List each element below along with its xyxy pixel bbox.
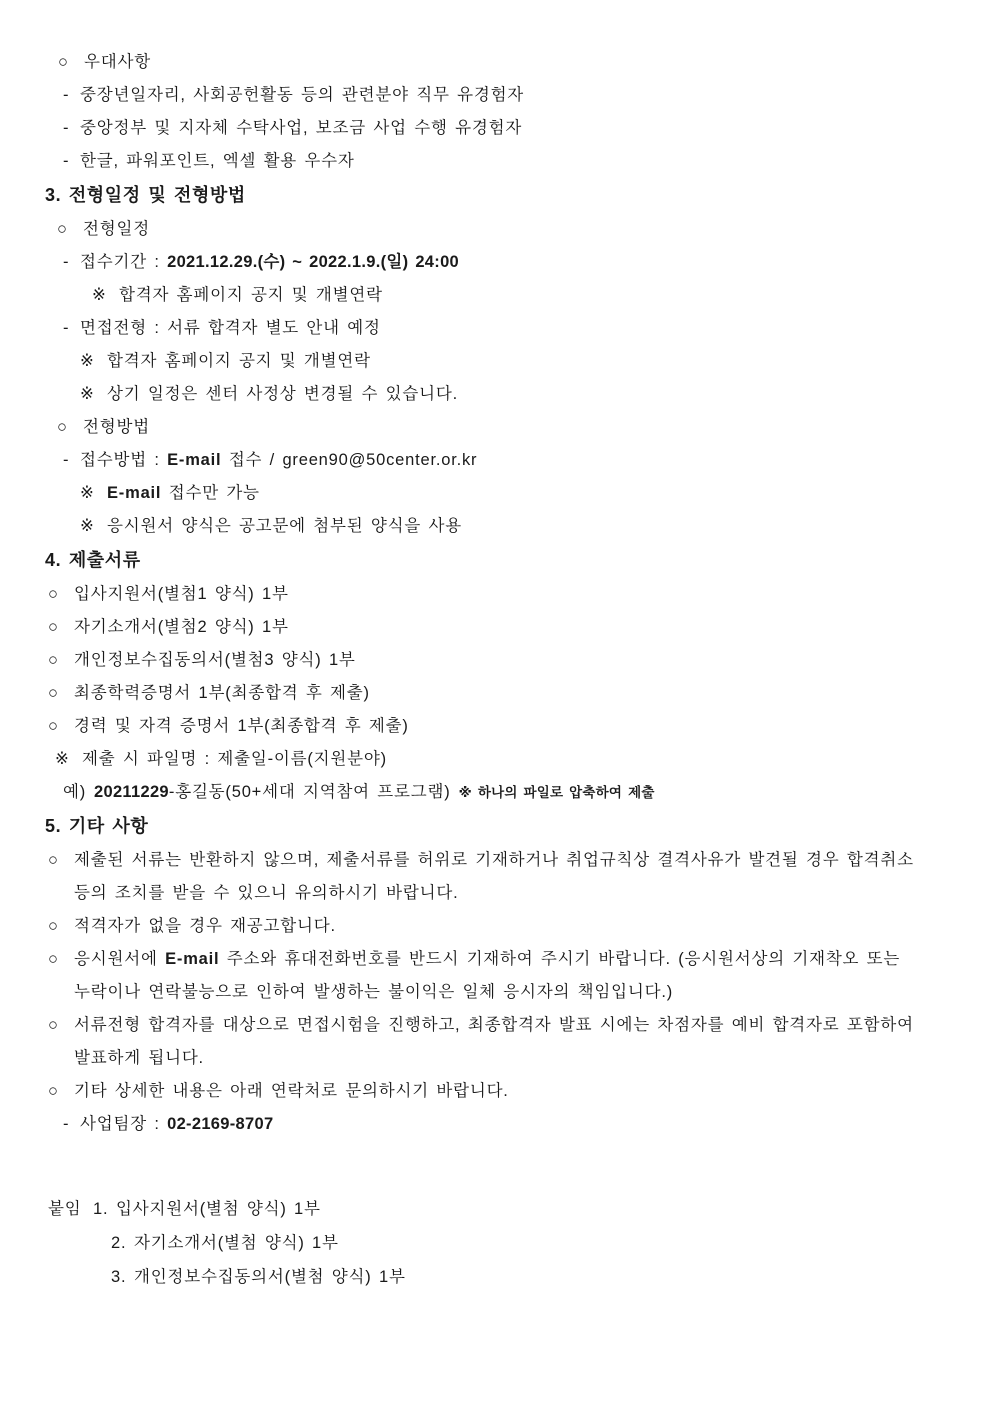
period-label: 접수기간 : [80, 253, 168, 271]
item-text: 입사지원서(별첨1 양식) 1부 [74, 585, 289, 603]
reference-mark: ※ [80, 517, 95, 535]
attachments-label: 붙임 [48, 1200, 82, 1218]
document-item [45, 578, 918, 611]
note-text: 상기 일정은 센터 사정상 변경될 수 있습니다. [107, 385, 458, 403]
sub-title: 전형방법 [83, 418, 150, 436]
section-heading-others: 5. 기타 사항 [45, 816, 149, 836]
email-word: E-mail [107, 484, 162, 502]
other-item [45, 943, 918, 1009]
apply-method-line [45, 444, 918, 477]
circle-bullet: ○ [48, 651, 59, 669]
list-item [45, 79, 918, 112]
filename-example [45, 776, 918, 809]
section-heading-schedule: 3. 전형일정 및 전형방법 [45, 185, 246, 205]
contact-label: 사업팀장 : [80, 1115, 168, 1133]
circle-bullet: ○ [57, 220, 68, 238]
attachment-text: 개인정보수집동의서(별첨 양식) 1부 [134, 1268, 406, 1286]
phone-number: 02-2169-8707 [167, 1115, 274, 1133]
item-text: 최종학력증명서 1부(최종합격 후 제출) [74, 684, 370, 702]
other-item [45, 910, 918, 943]
preferred-title: 우대사항 [84, 53, 151, 71]
note-line [45, 510, 918, 543]
interview-line [45, 312, 918, 345]
section-schedule [45, 178, 918, 543]
circle-bullet: ○ [48, 851, 59, 869]
list-item [45, 145, 918, 178]
attachment-text: 자기소개서(별첨 양식) 1부 [134, 1234, 339, 1252]
example-text [94, 776, 918, 809]
section-documents [45, 543, 918, 809]
contact-line [45, 1108, 918, 1141]
circle-bullet: ○ [48, 618, 59, 636]
item-text: 자기소개서(별첨2 양식) 1부 [74, 618, 289, 636]
note-text: 응시원서 양식은 공고문에 첨부된 양식을 사용 [107, 517, 462, 535]
note-text [107, 477, 918, 510]
attachment-number: 3. [111, 1268, 127, 1286]
example-date: 20211229 [94, 783, 169, 801]
section-others [45, 809, 918, 1141]
note-line [45, 345, 918, 378]
note-text: 제출 시 파일명 : 제출일-이름(지원분야) [82, 750, 387, 768]
note-line [45, 378, 918, 411]
interview-text: 면접전형 : 서류 합격자 별도 안내 예정 [80, 319, 381, 337]
dash-bullet: - [63, 152, 70, 170]
dash-bullet: - [63, 451, 70, 469]
contact-text [80, 1108, 918, 1141]
dash-bullet: - [63, 319, 70, 337]
apply-rest: 접수 / [221, 451, 283, 469]
dash-bullet: - [63, 86, 70, 104]
attachment-text: 입사지원서(별첨 양식) 1부 [116, 1200, 321, 1218]
reference-mark: ※ [92, 286, 107, 304]
example-label: 예) [63, 783, 87, 801]
attachment-number: 1. [93, 1200, 109, 1218]
item-text: 서류전형 합격자를 대상으로 면접시험을 진행하고, 최종합격자 발표 시에는 차점자를 예비 합격자로 포함하여 발표하게 됩니다. [74, 1016, 914, 1067]
reference-mark: ※ [80, 385, 95, 403]
sub-header-method [45, 411, 918, 444]
period-text [80, 246, 918, 279]
note-rest: 접수만 가능 [161, 484, 260, 502]
sub-title: 전형일정 [83, 220, 150, 238]
dash-bullet: - [63, 119, 70, 137]
item-text: 중앙정부 및 지자체 수탁사업, 보조금 사업 수행 유경험자 [80, 119, 523, 137]
compress-note: ※ 하나의 파일로 압축하여 제출 [458, 785, 655, 800]
circle-bullet: ○ [48, 717, 59, 735]
circle-bullet: ○ [48, 684, 59, 702]
item-text: 기타 상세한 내용은 아래 연락처로 문의하시기 바랍니다. [74, 1082, 509, 1100]
dash-bullet: - [63, 1115, 70, 1133]
section-heading-documents: 4. 제출서류 [45, 550, 141, 570]
apply-label: 접수방법 : [80, 451, 168, 469]
document-item [45, 611, 918, 644]
period-dates: 2021.12.29.(수) ~ 2022.1.9.(일) 24:00 [167, 253, 460, 271]
circle-bullet: ○ [58, 53, 69, 71]
reference-mark: ※ [55, 750, 70, 768]
reference-mark: ※ [80, 484, 95, 502]
email-word: E-mail [167, 451, 222, 469]
document-item [45, 677, 918, 710]
item-post: 주소와 휴대전화번호를 반드시 기재하여 주시기 바랍니다. (응시원서상의 기재착오 또는 누락이나 연락불능으로 인하여 발생하는 불이익은 일체 응시자의 책임입니다.) [74, 950, 901, 1001]
dash-bullet: - [63, 253, 70, 271]
circle-bullet: ○ [48, 917, 59, 935]
note-text: 합격자 홈페이지 공지 및 개별연락 [107, 352, 371, 370]
attachment-number: 2. [111, 1234, 127, 1252]
circle-bullet: ○ [48, 950, 59, 968]
list-item [45, 112, 918, 145]
note-line [45, 477, 918, 510]
preferred-header [45, 46, 918, 79]
note-line [45, 279, 918, 312]
section-preferred [45, 46, 918, 178]
email-address: green90@50center.or.kr [282, 451, 478, 469]
other-item [45, 1075, 918, 1108]
circle-bullet: ○ [48, 585, 59, 603]
attachment-item [45, 1260, 918, 1294]
document-item [45, 644, 918, 677]
circle-bullet: ○ [48, 1016, 59, 1034]
item-pre: 응시원서에 [74, 950, 166, 968]
reference-mark: ※ [80, 352, 95, 370]
note-text: 합격자 홈페이지 공지 및 개별연락 [119, 286, 383, 304]
attachment-item [45, 1226, 918, 1260]
application-period [45, 246, 918, 279]
other-item [45, 844, 918, 910]
circle-bullet: ○ [48, 1082, 59, 1100]
other-item [45, 1009, 918, 1075]
attachment-item [45, 1192, 918, 1226]
apply-method-text [80, 444, 918, 477]
filename-note [45, 743, 918, 776]
item-text: 경력 및 자격 증명서 1부(최종합격 후 제출) [74, 717, 409, 735]
email-word: E-mail [165, 950, 220, 968]
circle-bullet: ○ [57, 418, 68, 436]
sub-header-schedule [45, 213, 918, 246]
item-text: 개인정보수집동의서(별첨3 양식) 1부 [74, 651, 356, 669]
item-text: 제출된 서류는 반환하지 않으며, 제출서류를 허위로 기재하거나 취업규칙상 결격사유가 발견될 경우 합격취소 등의 조치를 받을 수 있으니 유의하시기 바랍니다. [74, 851, 914, 902]
item-text: 한글, 파워포인트, 엑셀 활용 우수자 [80, 152, 355, 170]
item-text: 중장년일자리, 사회공헌활동 등의 관련분야 직무 유경험자 [80, 86, 525, 104]
section-attachments [45, 1192, 918, 1294]
item-text [74, 943, 918, 1009]
item-text: 적격자가 없을 경우 재공고합니다. [74, 917, 336, 935]
document-item [45, 710, 918, 743]
example-name: -홍길동(50+세대 지역참여 프로그램) [168, 783, 451, 801]
